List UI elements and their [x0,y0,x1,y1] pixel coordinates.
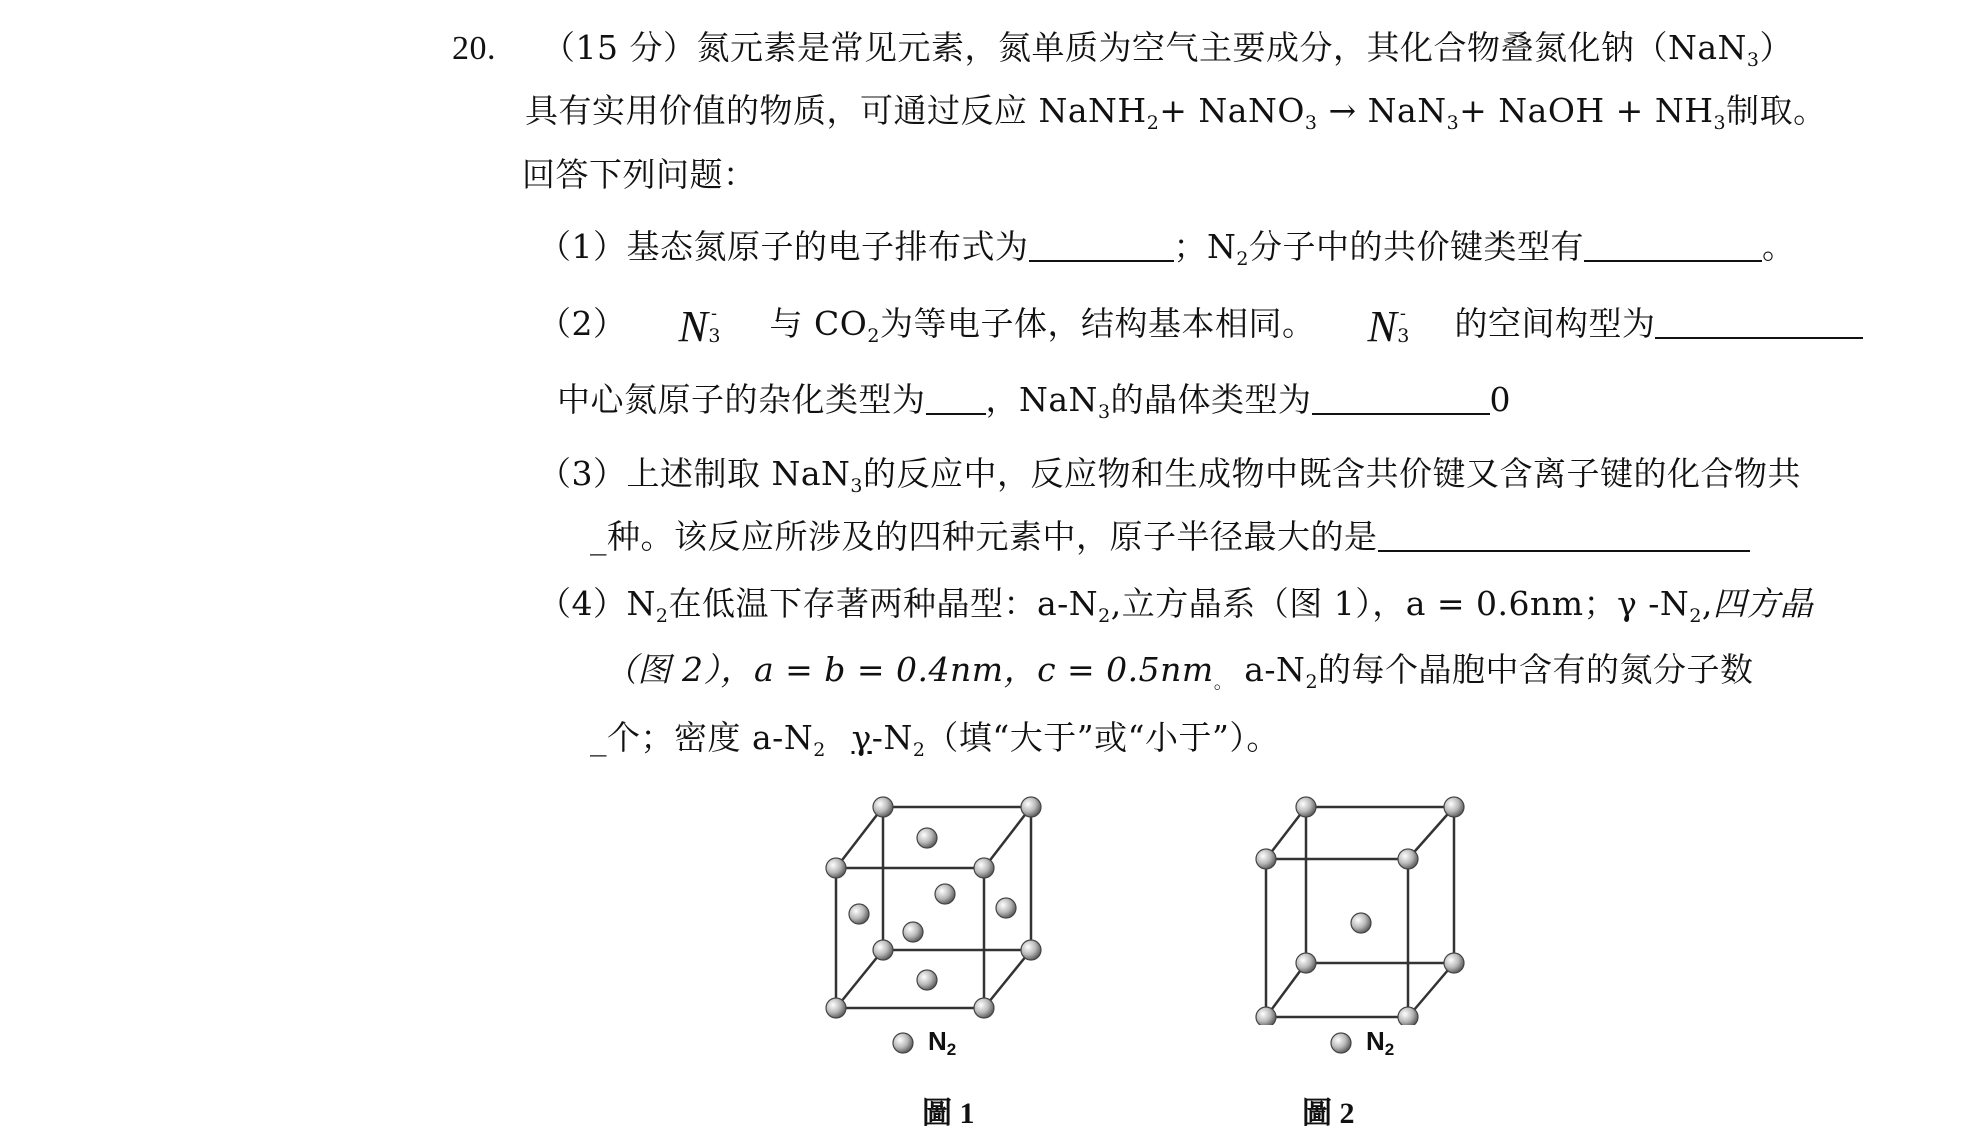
n2-molecule [873,797,893,817]
answer-blank-4[interactable] [926,383,986,415]
intro-text-1: 氮元素是常见元素，氮单质为空气主要成分，其化合物叠氮化钠（NaN [696,28,1747,67]
part-1-line: （1）基态氮原子的电子排布式为 ；$N_2$分子中的共价键类型有 。 [538,227,1796,270]
part-3-line-1: （3）上述制取 NaN$_3$的反应中，反应物和生成物中既含共价键又含离子键的化合物共 [538,454,1802,497]
n2-molecule [1398,1007,1418,1025]
part-4-line-3: _个；密度 $a-N_2$ $\gamma-N_2$（填“大于”或“小于”）。 [590,718,1280,761]
n2-molecule [1398,849,1418,869]
figure-1-caption: 圖 1 [922,1097,975,1130]
n2-molecule [1021,797,1041,817]
n2-molecule [1444,797,1464,817]
figure-2-tetragonal-cell [1245,785,1485,1025]
n2-molecule [974,858,994,878]
n2-molecule [917,970,937,990]
n2-molecule [1296,797,1316,817]
part-4-line-2: （图 2），a = b = 0.4nm，$c = 0.5nm_。$ $a-N_2$的每个晶胞中含有的氮分子数 [604,650,1754,693]
answer-blank-2[interactable] [1584,230,1762,262]
n2-molecule [1256,849,1276,869]
n2-molecule [849,904,869,924]
answer-blank-7[interactable]: γ [851,718,872,757]
answer-blank-3[interactable] [1655,307,1863,339]
figure-2-caption: 圖 2 [1302,1097,1355,1130]
figure-1-legend-label: N2 [928,1026,957,1059]
n2-molecule [903,922,923,942]
question-line-1: 20. （15 分）氮元素是常见元素，氮单质为空气主要成分，其化合物叠氮化钠（NaN$_3$） [452,28,1794,71]
figure-1-cubic-cell [810,790,1070,1020]
n2-molecule [917,828,937,848]
n2-molecule [873,940,893,960]
n2-molecule [996,898,1016,918]
n2-molecule [826,858,846,878]
answer-blank-6[interactable] [1378,520,1750,552]
n2-molecule [1351,913,1371,933]
answer-blank-5[interactable] [1312,383,1490,415]
answer-blank-1[interactable] [1029,230,1174,262]
figure-1-legend-ball [890,1030,916,1056]
azide-ion-symbol-2: N [1367,302,1398,351]
n2-molecule [826,998,846,1018]
n2-molecule [935,884,955,904]
azide-ion-symbol: N [678,302,709,351]
part-2-line-1: （2） $N_3^-$ 与 $CO_2$为等电子体，结构基本相同。 $N_3^-$ 的空间构型为 [538,294,1863,356]
n2-molecule [974,998,994,1018]
figure-2-legend-label: N2 [1366,1026,1395,1059]
figure-2-legend-ball [1328,1030,1354,1056]
answer-prompt: 回答下列问题： [522,155,757,194]
question-score: （15 分） [542,28,697,67]
question-number: 20. [452,30,496,67]
n2-molecule [1256,1007,1276,1025]
part-4-line-1: $(4)N_2$在低温下存著两种晶型：$a-N_2$,立方晶系（图 1），a = 0.6nm；γ $-N_2$,四方晶 [538,584,1814,627]
part-2-line-2: 中心氮原子的杂化类型为 ，NaN$_3$的晶体类型为 0 [557,380,1512,423]
n2-molecule [1296,953,1316,973]
part-3-line-2: _种。该反应所涉及的四种元素中，原子半径最大的是 [590,517,1750,557]
n2-molecule [1444,953,1464,973]
n2-molecule [1021,940,1041,960]
question-line-2: 具有实用价值的物质，可通过反应 NaNH$_2$+ NaNO$_3$ → NaN$_3$+ NaOH + $NH_3$制取。 [525,91,1827,134]
